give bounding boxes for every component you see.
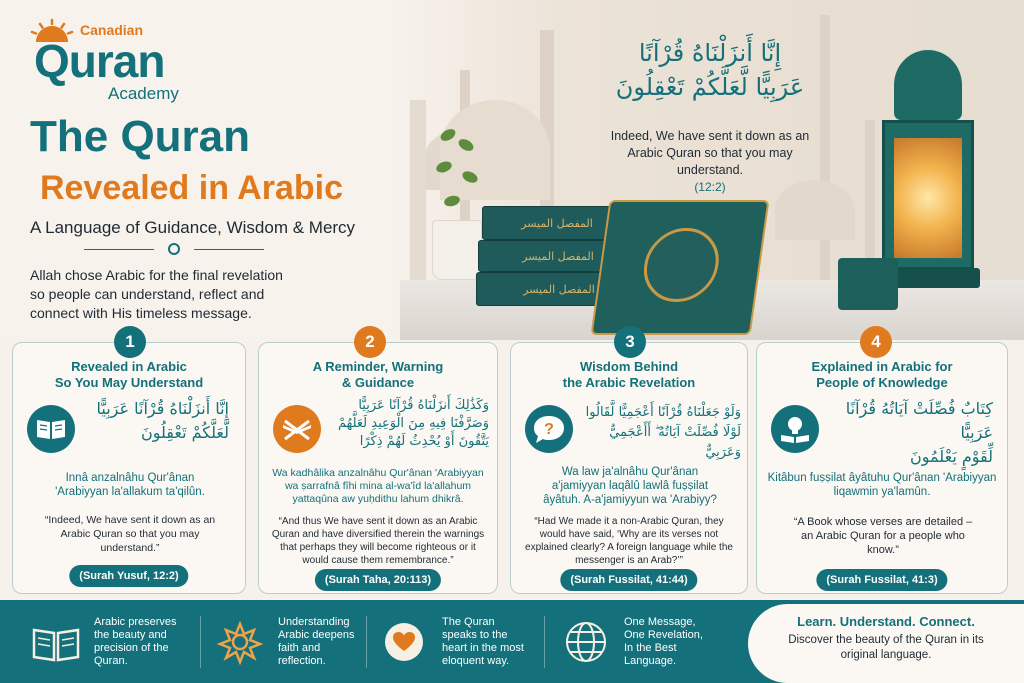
feature-3-text: The Quran speaks to the heart in the most eloquent way. (442, 616, 524, 667)
card-3-number: 3 (614, 326, 646, 358)
hero-verse-reference: (12:2) (694, 180, 726, 194)
ornament-divider (84, 242, 264, 256)
quran-medallion (639, 228, 723, 302)
hero-arabic-line-2: عَرَبِيًّا لَّعَلَّكُمْ تَعْقِلُونَ (615, 73, 805, 101)
lantern-decoration (872, 50, 984, 290)
cta-title: Learn. Understand. Connect. (797, 614, 975, 629)
card-4 (756, 342, 1008, 594)
hero-arabic-line-1: إِنَّا أَنزَلْنَاهُ قُرْآنًا (638, 39, 782, 67)
card-1-number: 1 (114, 326, 146, 358)
card-4-number: 4 (860, 326, 892, 358)
card-3 (510, 342, 748, 594)
pencil-cup (838, 258, 898, 310)
card-arabic: كِتَابٌ فُصِّلَتْ آيَاتُهُ قُرْآنًا عَرَبِيًّا لِّقَوْمٍ يَعْلَمُونَ (845, 399, 993, 466)
card-transliteration: Wa kadhâlika anzalnâhu Qur'ânan 'Arabiyyan wa ṣarrafnâ fîhi mina al-wa'îd la'allahum yattaqûna aw yuḥdithu lahum dhikrâ. (272, 467, 484, 505)
logo-line-1: Canadian (80, 22, 144, 38)
card-translation: “Had We made it a non-Arabic Quran, they would have said, ‘Why are its verses not explained clearly? A foreign language while the messenger is an Arab?’” (525, 516, 733, 566)
card-arabic: وَلَوْ جَعَلْنَاهُ قُرْآنًا أَعْجَمِيًّا لَّقَالُوا لَوْلَا فُصِّلَتْ آيَاتُهُ ۖ أَأَعْجَمِيٌّ وَعَرَبِيٌّ (585, 405, 741, 460)
book-stack-middle: المفصل الميسر (478, 240, 638, 272)
feature-1-text: Arabic preserves the beauty and precision of the Quran. (94, 616, 177, 667)
intro-text: Allah chose Arabic for the final revelation so people can understand, reflect and connect with His timeless message. (30, 267, 283, 321)
quran-stand-icon (273, 405, 321, 453)
book-stack-top: المفصل الميسر (482, 206, 632, 240)
quran-book (591, 200, 770, 335)
card-title: Revealed in Arabic So You May Understand (54, 359, 204, 390)
cta-text: Discover the beauty of the Quran in its original language. (788, 634, 984, 661)
card-transliteration: Innâ anzalnâhu Qur'ânan 'Arabiyyan la'allakum ta'qilûn. (55, 472, 205, 498)
card-arabic: وَكَذَٰلِكَ أَنزَلْنَاهُ قُرْآنًا عَرَبِيًّا وَصَرَّفْنَا فِيهِ مِنَ الْوَعِيدِ لَعَلَّهُمْ يَتَّقُونَ أَوْ يُحْدِثُ لَهُمْ ذِكْرًا (337, 398, 489, 449)
heart-icon (378, 618, 430, 666)
open-book-icon (30, 618, 82, 666)
card-2 (258, 342, 498, 594)
card-reference: (Surah Fussilat, 41:3) (816, 569, 947, 591)
card-reference: (Surah Fussilat, 41:44) (560, 569, 697, 591)
card-translation: “And thus We have sent it down as an Arabic Quran and have diversified therein the warnings that perhaps they will become righteous or it would cause them remembrance.” (271, 516, 485, 566)
hero-verse-translation: Indeed, We have sent it down as an Arabic Quran so that you may understand. (610, 129, 810, 177)
logo-line-2: Quran (34, 35, 165, 87)
svg-text:?: ? (544, 421, 554, 438)
card-translation: “Indeed, We have sent it down as an Arabic Quran so that you may understand.” (44, 514, 216, 554)
card-transliteration: Kitâbun fuṣṣilat âyâtuhu Qur'ânan 'Arabiyyan liqawmin ya'lamûn. (767, 472, 997, 498)
card-translation: “A Book whose verses are detailed – an Arabic Quran for a people who know.” (793, 516, 973, 556)
ornament-icon (214, 618, 266, 666)
card-title: Explained in Arabic for People of Knowledge (811, 359, 953, 390)
globe-icon (560, 618, 612, 666)
lightbulb-book-icon (771, 405, 819, 453)
logo-line-3: Academy (108, 84, 179, 103)
hero-verse-arabic (590, 36, 830, 104)
page-title-line-2: Revealed in Arabic (40, 169, 343, 207)
question-bubble-icon (525, 405, 573, 453)
page-subtitle: A Language of Guidance, Wisdom & Mercy (30, 218, 356, 237)
ornament-icon (168, 243, 180, 255)
card-2-number: 2 (354, 326, 386, 358)
book-icon (27, 405, 75, 453)
card-reference: (Surah Yusuf, 12:2) (69, 565, 188, 587)
card-transliteration: Wa law ja'alnâhu Qur'ânan a'jamiyyan laqâlû lawlâ fuṣṣilat âyâtuh. A-a'jamiyyun wa 'Arabiyy? (543, 466, 717, 506)
cta-box[interactable] (748, 604, 1024, 683)
card-title: A Reminder, Warning & Guidance (312, 359, 444, 390)
academy-logo[interactable] (30, 18, 230, 102)
card-title: Wisdom Behind the Arabic Revelation (562, 359, 696, 390)
card-reference: (Surah Taha, 20:113) (315, 569, 441, 591)
card-1 (12, 342, 246, 594)
feature-2-text: Understanding Arabic deepens faith and reflection. (278, 616, 355, 667)
page-title-line-1: The Quran (30, 112, 251, 161)
feature-4-text: One Message, One Revelation, In the Best Language. (624, 616, 703, 667)
book-stack-bottom: المفصل الميسر (476, 272, 642, 306)
card-arabic: إِنَّا أَنزَلْنَاهُ قُرْآنًا عَرَبِيًّا لَّعَلَّكُمْ تَعْقِلُونَ (96, 399, 229, 442)
